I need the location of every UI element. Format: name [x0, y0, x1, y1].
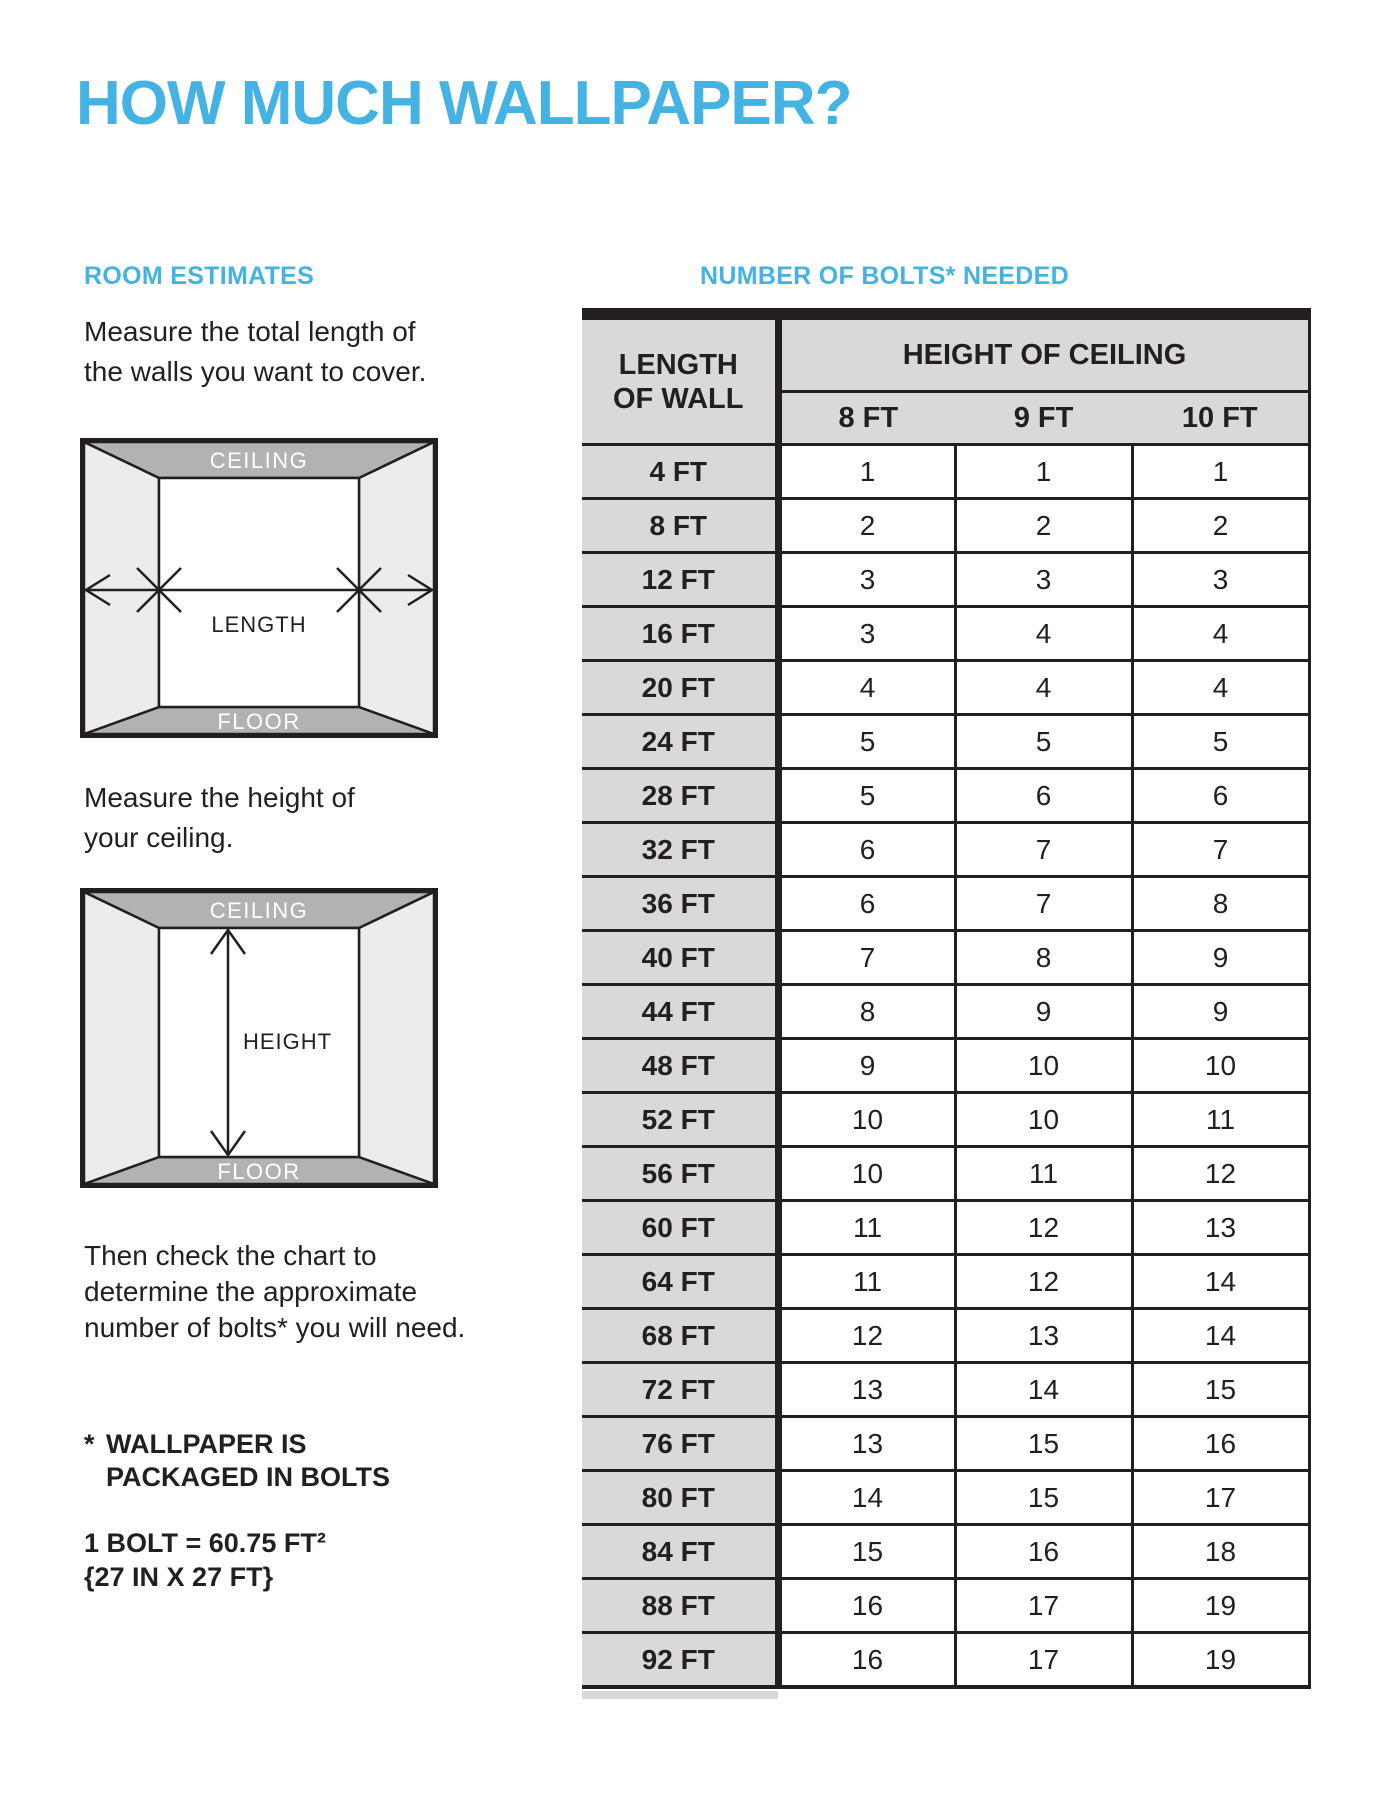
bolt-count-cell: 13 [778, 1363, 955, 1417]
wall-length-label: 24 FT [582, 715, 778, 769]
step-length-text [84, 312, 426, 392]
bolt-count-cell: 3 [778, 607, 955, 661]
col-header-10ft: 10 FT [1132, 392, 1309, 445]
height-of-ceiling-header: HEIGHT OF CEILING [778, 314, 1309, 392]
wall-length-label: 76 FT [582, 1417, 778, 1471]
wall-length-label: 16 FT [582, 607, 778, 661]
bolt-count-cell: 7 [955, 877, 1132, 931]
table-row [582, 1363, 1309, 1417]
bolts-footnote [84, 1428, 390, 1494]
bolt-count-cell: 16 [778, 1633, 955, 1688]
wall-length-label: 84 FT [582, 1525, 778, 1579]
bolt-count-cell: 1 [1132, 445, 1309, 499]
left-wall-face [84, 892, 159, 1184]
bolt-count-cell: 11 [778, 1201, 955, 1255]
wall-length-label: 72 FT [582, 1363, 778, 1417]
bolt-count-cell: 5 [778, 769, 955, 823]
right-wall-face [359, 892, 434, 1184]
step-height-text [84, 778, 355, 858]
bolt-count-cell: 16 [778, 1579, 955, 1633]
bolt-count-cell: 17 [955, 1579, 1132, 1633]
bolt-count-cell: 8 [1132, 877, 1309, 931]
table-row [582, 499, 1309, 553]
col-header-9ft: 9 FT [955, 392, 1132, 445]
bolt-size-info [84, 1526, 326, 1594]
bolt-count-cell: 9 [1132, 931, 1309, 985]
bolt-count-cell: 19 [1132, 1633, 1309, 1688]
bolts-table [582, 308, 1311, 1689]
asterisk: * [84, 1429, 95, 1459]
bolt-count-cell: 14 [955, 1363, 1132, 1417]
table-row [582, 1525, 1309, 1579]
bolt-count-cell: 4 [955, 661, 1132, 715]
bolt-count-cell: 10 [778, 1093, 955, 1147]
table-row [582, 715, 1309, 769]
bolt-count-cell: 4 [1132, 607, 1309, 661]
wall-length-label: 68 FT [582, 1309, 778, 1363]
length-label: LENGTH [211, 612, 307, 637]
bolts-table-container [582, 308, 1311, 1699]
bolt-count-cell: 10 [1132, 1039, 1309, 1093]
footnote-line2: PACKAGED IN BOLTS [106, 1462, 391, 1492]
table-row [582, 445, 1309, 499]
back-wall-face [159, 478, 359, 707]
footnote-line1: WALLPAPER IS [106, 1429, 307, 1459]
wall-length-label: 36 FT [582, 877, 778, 931]
table-row [582, 1093, 1309, 1147]
table-row [582, 769, 1309, 823]
wall-length-label: 64 FT [582, 1255, 778, 1309]
bolt-count-cell: 9 [955, 985, 1132, 1039]
table-row [582, 1201, 1309, 1255]
wall-length-label: 28 FT [582, 769, 778, 823]
wall-length-label: 32 FT [582, 823, 778, 877]
step-chart-line1: Then check the chart to [84, 1240, 377, 1271]
length-of-wall-line1: LENGTH [618, 348, 738, 381]
table-row [582, 1633, 1309, 1688]
bolt-size-line2: {27 IN X 27 FT} [84, 1562, 274, 1592]
table-row [582, 553, 1309, 607]
table-row [582, 1309, 1309, 1363]
bolt-count-cell: 2 [778, 499, 955, 553]
length-of-wall-header [582, 314, 778, 445]
table-row [582, 661, 1309, 715]
bolt-count-cell: 1 [955, 445, 1132, 499]
bolt-count-cell: 14 [1132, 1255, 1309, 1309]
bolt-count-cell: 13 [955, 1309, 1132, 1363]
bolt-count-cell: 7 [955, 823, 1132, 877]
bolt-count-cell: 15 [778, 1525, 955, 1579]
bolt-size-line1: 1 BOLT = 60.75 FT² [84, 1528, 326, 1558]
bolt-count-cell: 12 [1132, 1147, 1309, 1201]
wall-length-label: 92 FT [582, 1633, 778, 1688]
table-row [582, 1579, 1309, 1633]
wall-length-label: 4 FT [582, 445, 778, 499]
bolts-needed-heading: NUMBER OF BOLTS* NEEDED [700, 262, 1069, 290]
bolt-count-cell: 3 [1132, 553, 1309, 607]
step-chart-text [84, 1238, 465, 1346]
bolt-count-cell: 4 [778, 661, 955, 715]
bolt-count-cell: 7 [778, 931, 955, 985]
wall-length-label: 88 FT [582, 1579, 778, 1633]
bolt-count-cell: 6 [955, 769, 1132, 823]
bolt-count-cell: 15 [955, 1471, 1132, 1525]
bolt-count-cell: 8 [955, 931, 1132, 985]
bolt-count-cell: 5 [955, 715, 1132, 769]
bolt-count-cell: 10 [955, 1039, 1132, 1093]
table-row [582, 1417, 1309, 1471]
wall-length-label: 8 FT [582, 499, 778, 553]
table-row [582, 1471, 1309, 1525]
table-row [582, 823, 1309, 877]
step-chart-line3: number of bolts* you will need. [84, 1312, 466, 1343]
page-title: HOW MUCH WALLPAPER? [76, 69, 852, 138]
bolt-count-cell: 6 [778, 823, 955, 877]
floor-label: FLOOR [217, 709, 301, 734]
bolt-count-cell: 9 [1132, 985, 1309, 1039]
bolt-count-cell: 2 [1132, 499, 1309, 553]
wall-length-label: 60 FT [582, 1201, 778, 1255]
bolt-count-cell: 15 [1132, 1363, 1309, 1417]
table-row [582, 1039, 1309, 1093]
table-row [582, 877, 1309, 931]
bolt-count-cell: 6 [1132, 769, 1309, 823]
bolt-count-cell: 1 [778, 445, 955, 499]
bolt-count-cell: 13 [778, 1417, 955, 1471]
ceiling-label: CEILING [209, 898, 309, 923]
table-footer-strip [582, 1691, 778, 1699]
ceiling-label: CEILING [209, 448, 309, 473]
step-chart-line2: determine the approximate [84, 1276, 418, 1307]
bolt-count-cell: 11 [955, 1147, 1132, 1201]
wall-length-label: 40 FT [582, 931, 778, 985]
bolt-count-cell: 5 [1132, 715, 1309, 769]
ceiling-height-diagram [80, 888, 438, 1188]
left-wall-face [84, 442, 159, 734]
wall-length-label: 80 FT [582, 1471, 778, 1525]
bolt-count-cell: 5 [778, 715, 955, 769]
bolt-count-cell: 16 [955, 1525, 1132, 1579]
bolt-count-cell: 11 [1132, 1093, 1309, 1147]
table-row [582, 931, 1309, 985]
wall-length-label: 52 FT [582, 1093, 778, 1147]
bolt-count-cell: 3 [955, 553, 1132, 607]
bolt-count-cell: 4 [955, 607, 1132, 661]
wall-length-label: 20 FT [582, 661, 778, 715]
room-length-diagram [80, 438, 438, 738]
wall-length-label: 48 FT [582, 1039, 778, 1093]
step-length-line1: Measure the total length of [84, 316, 416, 347]
height-label: HEIGHT [243, 1029, 333, 1054]
bolt-count-cell: 12 [778, 1309, 955, 1363]
table-header-row-1 [582, 314, 1309, 392]
bolt-count-cell: 16 [1132, 1417, 1309, 1471]
table-row [582, 1255, 1309, 1309]
bolt-count-cell: 11 [778, 1255, 955, 1309]
bolt-count-cell: 3 [778, 553, 955, 607]
room-estimates-heading: ROOM ESTIMATES [84, 262, 315, 290]
wall-length-label: 12 FT [582, 553, 778, 607]
bolt-count-cell: 15 [955, 1417, 1132, 1471]
right-wall-face [359, 442, 434, 734]
bolt-count-cell: 13 [1132, 1201, 1309, 1255]
bolt-count-cell: 10 [955, 1093, 1132, 1147]
bolt-count-cell: 10 [778, 1147, 955, 1201]
wall-length-label: 44 FT [582, 985, 778, 1039]
bolt-count-cell: 14 [1132, 1309, 1309, 1363]
floor-label: FLOOR [217, 1159, 301, 1184]
bolt-count-cell: 7 [1132, 823, 1309, 877]
bolt-count-cell: 18 [1132, 1525, 1309, 1579]
bolt-count-cell: 6 [778, 877, 955, 931]
bolt-count-cell: 9 [778, 1039, 955, 1093]
wall-length-label: 56 FT [582, 1147, 778, 1201]
step-height-line1: Measure the height of [84, 782, 355, 813]
bolt-count-cell: 4 [1132, 661, 1309, 715]
table-row [582, 985, 1309, 1039]
table-row [582, 607, 1309, 661]
table-row [582, 1147, 1309, 1201]
bolt-count-cell: 8 [778, 985, 955, 1039]
bolt-count-cell: 17 [1132, 1471, 1309, 1525]
bolt-count-cell: 17 [955, 1633, 1132, 1688]
bolt-count-cell: 12 [955, 1201, 1132, 1255]
bolt-count-cell: 2 [955, 499, 1132, 553]
step-height-line2: your ceiling. [84, 822, 234, 853]
length-of-wall-line2: OF WALL [613, 382, 744, 415]
col-header-8ft: 8 FT [778, 392, 955, 445]
bolt-count-cell: 14 [778, 1471, 955, 1525]
bolt-count-cell: 19 [1132, 1579, 1309, 1633]
bolt-count-cell: 12 [955, 1255, 1132, 1309]
bolts-table-body [582, 445, 1309, 1688]
step-length-line2: the walls you want to cover. [84, 356, 427, 387]
